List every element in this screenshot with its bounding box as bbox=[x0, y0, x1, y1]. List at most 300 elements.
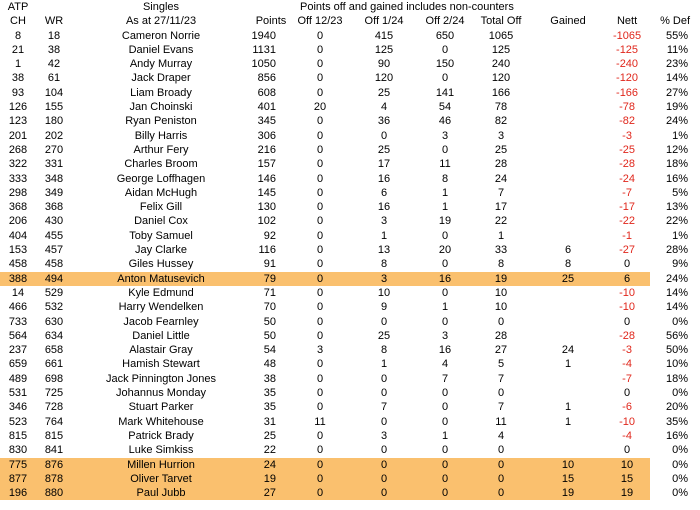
table-row bbox=[0, 386, 700, 400]
table-row bbox=[0, 272, 700, 286]
col-header-points: Points bbox=[255, 15, 287, 28]
cell-gained bbox=[532, 29, 604, 43]
cell-off-2-24: 0 bbox=[441, 258, 449, 271]
cell-total-off: 10 bbox=[494, 301, 508, 314]
cell-total-off: 27 bbox=[494, 344, 508, 357]
cell-off-12-23: 0 bbox=[316, 201, 324, 214]
col-header-off-2-24: Off 2/24 bbox=[425, 15, 465, 28]
cell-off-12-23: 0 bbox=[316, 372, 324, 385]
table-row bbox=[0, 172, 700, 186]
cell-points: 345 bbox=[257, 115, 276, 128]
cell-off-2-24: 20 bbox=[438, 244, 452, 257]
cell-total-off: 1 bbox=[497, 229, 505, 242]
cell-nett: -28 bbox=[619, 158, 635, 171]
cell-total-off: 17 bbox=[494, 201, 508, 214]
col-header-as-at: As at 27/11/23 bbox=[125, 15, 197, 28]
cell-off-2-24: 1 bbox=[441, 301, 449, 314]
cell-nett: -24 bbox=[619, 172, 635, 185]
cell-pct-def: 10% bbox=[666, 358, 689, 371]
table-row bbox=[0, 357, 700, 371]
cell-nett: -1 bbox=[622, 229, 632, 242]
cell-off-12-23: 0 bbox=[316, 72, 324, 85]
cell-wr: 458 bbox=[44, 258, 64, 271]
header-spacer bbox=[36, 0, 72, 14]
cell-pct-def: 11% bbox=[666, 43, 689, 56]
cell-wr: 104 bbox=[44, 86, 64, 99]
cell-off-1-24: 25 bbox=[377, 143, 391, 156]
table-row bbox=[0, 71, 700, 85]
cell-pct-def: 18% bbox=[666, 372, 689, 385]
table-row bbox=[0, 472, 700, 486]
cell-off-12-23: 11 bbox=[314, 415, 326, 428]
table-row bbox=[0, 186, 700, 200]
cell-nett: -1065 bbox=[612, 29, 642, 42]
cell-ch: 126 bbox=[8, 101, 28, 114]
cell-off-12-23: 0 bbox=[316, 301, 324, 314]
cell-gained bbox=[532, 43, 604, 57]
col-header-wr: WR bbox=[44, 15, 64, 28]
cell-ch: 830 bbox=[8, 444, 28, 457]
cell-name: Oliver Tarvet bbox=[72, 472, 250, 486]
cell-off-12-23: 0 bbox=[316, 158, 324, 171]
column-header-row bbox=[0, 14, 700, 28]
cell-off-12-23: 0 bbox=[316, 29, 324, 42]
cell-ch: 733 bbox=[8, 315, 28, 328]
table-row bbox=[0, 200, 700, 214]
cell-off-2-24: 0 bbox=[441, 401, 449, 414]
cell-nett: 0 bbox=[623, 387, 631, 400]
cell-ch: 531 bbox=[8, 387, 28, 400]
cell-off-12-23: 0 bbox=[292, 486, 348, 500]
cell-off-1-24: 25 bbox=[377, 329, 391, 342]
cell-gained: 1 bbox=[564, 415, 572, 428]
cell-ch: 564 bbox=[8, 329, 28, 342]
cell-off-1-24: 0 bbox=[348, 458, 420, 472]
table-row bbox=[0, 86, 700, 100]
cell-name: Billy Harris bbox=[134, 129, 188, 142]
cell-name: Aidan McHugh bbox=[124, 186, 198, 199]
cell-nett: -10 bbox=[619, 301, 635, 314]
cell-name: Anton Matusevich bbox=[72, 272, 250, 286]
cell-nett: 0 bbox=[623, 258, 631, 271]
cell-off-1-24: 0 bbox=[348, 472, 420, 486]
cell-name: Mark Whitehouse bbox=[118, 415, 204, 428]
cell-pct-def: 16% bbox=[666, 429, 689, 442]
cell-ch: 1 bbox=[14, 58, 22, 71]
atp-label: ATP bbox=[7, 1, 29, 13]
cell-gained: 25 bbox=[532, 272, 604, 286]
cell-off-1-24: 0 bbox=[380, 129, 388, 142]
cell-name: Jan Choinski bbox=[129, 101, 193, 114]
cell-off-2-24: 0 bbox=[420, 472, 470, 486]
cell-off-2-24: 11 bbox=[439, 158, 451, 171]
cell-points: 79 bbox=[250, 272, 292, 286]
cell-name: Giles Hussey bbox=[128, 258, 194, 271]
cell-name: Jack Draper bbox=[131, 72, 191, 85]
cell-off-12-23: 0 bbox=[316, 401, 324, 414]
cell-nett: -3 bbox=[622, 129, 632, 142]
cell-total-off: 0 bbox=[470, 458, 532, 472]
cell-wr: 880 bbox=[36, 486, 72, 500]
cell-pct-def: 18% bbox=[666, 158, 689, 171]
cell-wr: 841 bbox=[44, 444, 64, 457]
cell-pct-def: 27% bbox=[666, 86, 689, 99]
cell-off-2-24: 0 bbox=[441, 315, 449, 328]
cell-ch: 201 bbox=[8, 129, 28, 142]
cell-gained: 24 bbox=[561, 344, 575, 357]
cell-gained: 19 bbox=[532, 486, 604, 500]
cell-nett: -78 bbox=[619, 101, 635, 114]
cell-off-1-24: 0 bbox=[380, 444, 388, 457]
cell-pct-def: 22% bbox=[666, 215, 689, 228]
cell-nett: -4 bbox=[622, 358, 632, 371]
cell-points: 1050 bbox=[251, 58, 276, 71]
cell-off-2-24: 54 bbox=[438, 101, 452, 114]
cell-name: Toby Samuel bbox=[129, 229, 193, 242]
col-header-ch: CH bbox=[10, 15, 26, 28]
cell-pct-def: 50% bbox=[666, 344, 689, 357]
cell-off-1-24: 16 bbox=[377, 172, 391, 185]
cell-nett: 15 bbox=[604, 472, 650, 486]
cell-off-12-23: 0 bbox=[316, 387, 324, 400]
cell-off-2-24: 0 bbox=[441, 72, 449, 85]
cell-total-off: 28 bbox=[494, 158, 508, 171]
cell-nett: -82 bbox=[619, 115, 635, 128]
table-row bbox=[0, 229, 700, 243]
cell-ch: 237 bbox=[8, 344, 28, 357]
cell-total-off: 8 bbox=[497, 258, 505, 271]
cell-gained: 1 bbox=[564, 358, 572, 371]
cell-off-12-23: 0 bbox=[316, 244, 324, 257]
cell-off-12-23: 0 bbox=[316, 43, 324, 56]
cell-off-1-24: 3 bbox=[348, 272, 420, 286]
table-row bbox=[0, 114, 700, 128]
cell-off-1-24: 9 bbox=[380, 301, 388, 314]
cell-pct-def: 20% bbox=[666, 401, 689, 414]
cell-ch: 489 bbox=[8, 372, 28, 385]
header-spacer bbox=[250, 0, 292, 14]
cell-points: 1940 bbox=[251, 29, 276, 42]
header-group-row bbox=[0, 0, 700, 14]
table-row bbox=[0, 286, 700, 300]
table-row bbox=[0, 214, 700, 228]
cell-points: 91 bbox=[263, 258, 276, 271]
cell-pct-def: 28% bbox=[666, 244, 689, 257]
cell-pct-def: 0% bbox=[672, 387, 689, 400]
cell-ch: 404 bbox=[8, 229, 28, 242]
cell-total-off: 0 bbox=[470, 486, 532, 500]
col-header-off-12-23: Off 12/23 bbox=[297, 15, 343, 28]
cell-name: Charles Broom bbox=[124, 158, 198, 171]
cell-wr: 529 bbox=[44, 286, 64, 299]
cell-gained: 15 bbox=[532, 472, 604, 486]
table-row bbox=[0, 315, 700, 329]
cell-ch: 346 bbox=[8, 401, 28, 414]
cell-gained bbox=[532, 429, 604, 443]
cell-gained bbox=[532, 300, 604, 314]
cell-wr: 202 bbox=[44, 129, 64, 142]
cell-total-off: 120 bbox=[491, 72, 511, 85]
cell-ch: 153 bbox=[8, 244, 28, 257]
table-row bbox=[0, 100, 700, 114]
cell-wr: 725 bbox=[44, 387, 64, 400]
cell-ch: 14 bbox=[11, 286, 25, 299]
cell-nett: -27 bbox=[619, 244, 635, 257]
cell-ch: 268 bbox=[8, 143, 28, 156]
cell-off-12-23: 0 bbox=[316, 215, 324, 228]
cell-gained bbox=[532, 443, 604, 457]
cell-gained: 1 bbox=[564, 401, 572, 414]
cell-total-off: 4 bbox=[497, 429, 505, 442]
cell-gained: 6 bbox=[564, 244, 572, 257]
cell-points: 306 bbox=[257, 129, 276, 142]
cell-off-2-24: 650 bbox=[435, 29, 455, 42]
cell-pct-def: 19% bbox=[666, 101, 689, 114]
singles-label: Singles bbox=[142, 1, 180, 13]
cell-wr: 18 bbox=[47, 29, 61, 42]
cell-ch: 815 bbox=[8, 429, 28, 442]
table-row bbox=[0, 29, 700, 43]
cell-off-12-23: 3 bbox=[316, 344, 324, 357]
cell-wr: 728 bbox=[44, 401, 64, 414]
cell-points: 145 bbox=[257, 186, 276, 199]
col-header-off-1-24: Off 1/24 bbox=[364, 15, 404, 28]
cell-pct-def: 14% bbox=[666, 72, 689, 85]
cell-nett: 0 bbox=[623, 444, 631, 457]
col-header-total-off: Total Off bbox=[480, 15, 522, 28]
cell-total-off: 1065 bbox=[488, 29, 514, 42]
cell-gained bbox=[532, 157, 604, 171]
cell-points: 24 bbox=[250, 458, 292, 472]
cell-pct-def: 16% bbox=[666, 172, 689, 185]
cell-total-off: 78 bbox=[494, 101, 508, 114]
cell-ch: 8 bbox=[14, 29, 22, 42]
table-row bbox=[0, 129, 700, 143]
cell-ch: 21 bbox=[11, 43, 25, 56]
cell-off-1-24: 16 bbox=[377, 201, 391, 214]
cell-off-2-24: 0 bbox=[441, 286, 449, 299]
cell-nett: -7 bbox=[622, 372, 632, 385]
cell-total-off: 24 bbox=[494, 172, 508, 185]
cell-name: Liam Broady bbox=[130, 86, 192, 99]
cell-pct-def: 0% bbox=[672, 444, 689, 457]
cell-points: 48 bbox=[263, 358, 276, 371]
cell-name: Johannus Monday bbox=[116, 387, 206, 400]
table-row bbox=[0, 429, 700, 443]
cell-off-1-24: 415 bbox=[374, 29, 394, 42]
cell-wr: 61 bbox=[47, 72, 61, 85]
cell-off-2-24: 1 bbox=[441, 429, 449, 442]
cell-nett: -28 bbox=[619, 329, 635, 342]
cell-points: 35 bbox=[263, 387, 276, 400]
cell-points: 38 bbox=[263, 372, 276, 385]
cell-off-2-24: 0 bbox=[441, 229, 449, 242]
cell-nett: -6 bbox=[622, 401, 632, 414]
cell-wr: 457 bbox=[44, 244, 64, 257]
cell-nett: 6 bbox=[604, 272, 650, 286]
cell-wr: 42 bbox=[47, 58, 61, 71]
cell-points: 157 bbox=[257, 158, 276, 171]
cell-off-2-24: 16 bbox=[420, 272, 470, 286]
cell-name: Daniel Little bbox=[132, 329, 190, 342]
cell-off-2-24: 1 bbox=[441, 201, 449, 214]
table-row bbox=[0, 43, 700, 57]
cell-name: Daniel Cox bbox=[134, 215, 188, 228]
cell-points: 25 bbox=[263, 429, 276, 442]
cell-wr: 368 bbox=[44, 201, 64, 214]
cell-off-1-24: 7 bbox=[380, 401, 388, 414]
cell-pct-def: 24% bbox=[666, 115, 689, 128]
cell-off-1-24: 0 bbox=[380, 315, 388, 328]
cell-name: Hamish Stewart bbox=[122, 358, 200, 371]
cell-ch: 368 bbox=[8, 201, 28, 214]
cell-off-1-24: 1 bbox=[380, 358, 388, 371]
cell-wr: 38 bbox=[47, 43, 61, 56]
cell-name: Millen Hurrion bbox=[72, 458, 250, 472]
cell-nett: -17 bbox=[619, 201, 635, 214]
cell-points: 1131 bbox=[252, 43, 276, 56]
cell-wr: 270 bbox=[44, 143, 64, 156]
cell-wr: 455 bbox=[44, 229, 64, 242]
cell-wr: 155 bbox=[44, 101, 64, 114]
cell-points: 116 bbox=[258, 244, 276, 257]
cell-total-off: 0 bbox=[470, 472, 532, 486]
cell-pct-def: 23% bbox=[666, 58, 689, 71]
cell-wr: 349 bbox=[44, 186, 64, 199]
cell-wr: 630 bbox=[44, 315, 64, 328]
cell-gained bbox=[532, 57, 604, 71]
header-spacer bbox=[650, 0, 700, 14]
cell-name: George Loffhagen bbox=[116, 172, 206, 185]
cell-total-off: 3 bbox=[497, 129, 505, 142]
cell-points: 92 bbox=[263, 229, 276, 242]
cell-off-1-24: 25 bbox=[377, 86, 391, 99]
cell-pct-def: 0% bbox=[672, 472, 689, 485]
cell-name: Arthur Fery bbox=[133, 143, 189, 156]
cell-total-off: 10 bbox=[494, 286, 508, 299]
cell-off-12-23: 0 bbox=[316, 329, 324, 342]
cell-points: 71 bbox=[263, 286, 276, 299]
cell-wr: 878 bbox=[36, 472, 72, 486]
cell-off-12-23: 0 bbox=[316, 172, 324, 185]
cell-pct-def: 1% bbox=[672, 129, 689, 142]
cell-pct-def: 0% bbox=[672, 458, 689, 471]
cell-off-1-24: 90 bbox=[377, 58, 391, 71]
cell-off-12-23: 0 bbox=[316, 229, 324, 242]
cell-ch: 458 bbox=[8, 258, 28, 271]
cell-off-1-24: 125 bbox=[374, 43, 394, 56]
cell-total-off: 7 bbox=[497, 401, 505, 414]
cell-total-off: 22 bbox=[494, 215, 508, 228]
cell-gained bbox=[532, 214, 604, 228]
cell-gained bbox=[532, 186, 604, 200]
cell-total-off: 82 bbox=[494, 115, 508, 128]
cell-name: Daniel Evans bbox=[128, 43, 194, 56]
cell-nett: -25 bbox=[619, 143, 635, 156]
cell-name: Ryan Peniston bbox=[125, 115, 197, 128]
cell-wr: 661 bbox=[44, 358, 64, 371]
cell-gained bbox=[532, 172, 604, 186]
cell-name: Cameron Norrie bbox=[121, 29, 201, 42]
table-row bbox=[0, 243, 700, 257]
cell-wr: 764 bbox=[44, 415, 64, 428]
cell-wr: 876 bbox=[36, 458, 72, 472]
cell-off-12-23: 0 bbox=[292, 272, 348, 286]
cell-off-1-24: 0 bbox=[348, 486, 420, 500]
cell-ch: 775 bbox=[0, 458, 36, 472]
cell-pct-def: 13% bbox=[666, 201, 689, 214]
cell-off-1-24: 8 bbox=[380, 344, 388, 357]
cell-gained bbox=[532, 129, 604, 143]
cell-nett: 10 bbox=[604, 458, 650, 472]
table-row bbox=[0, 57, 700, 71]
table-row bbox=[0, 400, 700, 414]
cell-gained: 8 bbox=[564, 258, 572, 271]
cell-off-12-23: 0 bbox=[316, 286, 324, 299]
cell-points: 27 bbox=[250, 486, 292, 500]
cell-pct-def: 12% bbox=[666, 143, 689, 156]
cell-gained bbox=[532, 71, 604, 85]
cell-points: 856 bbox=[257, 72, 276, 85]
table-row bbox=[0, 458, 700, 472]
cell-off-12-23: 0 bbox=[316, 186, 324, 199]
table-row bbox=[0, 257, 700, 271]
cell-total-off: 166 bbox=[491, 86, 511, 99]
cell-off-12-23: 0 bbox=[316, 143, 324, 156]
cell-points: 216 bbox=[257, 143, 276, 156]
cell-points: 22 bbox=[263, 444, 276, 457]
cell-wr: 815 bbox=[44, 429, 64, 442]
table-row bbox=[0, 415, 700, 429]
cell-points: 31 bbox=[263, 415, 276, 428]
table-row bbox=[0, 372, 700, 386]
cell-ch: 523 bbox=[8, 415, 28, 428]
cell-off-1-24: 10 bbox=[377, 286, 391, 299]
cell-off-12-23: 20 bbox=[313, 101, 327, 114]
cell-wr: 430 bbox=[44, 215, 64, 228]
cell-off-1-24: 6 bbox=[380, 186, 388, 199]
cell-off-2-24: 0 bbox=[420, 486, 470, 500]
cell-name: Jack Pinnington Jones bbox=[105, 372, 217, 385]
cell-off-1-24: 120 bbox=[374, 72, 394, 85]
cell-points: 401 bbox=[257, 101, 276, 114]
cell-ch: 333 bbox=[8, 172, 28, 185]
cell-ch: 196 bbox=[0, 486, 36, 500]
cell-total-off: 0 bbox=[497, 315, 505, 328]
cell-nett: -10 bbox=[619, 286, 635, 299]
cell-wr: 494 bbox=[36, 272, 72, 286]
cell-off-2-24: 19 bbox=[438, 215, 452, 228]
cell-off-12-23: 0 bbox=[292, 472, 348, 486]
cell-off-2-24: 0 bbox=[441, 143, 449, 156]
cell-name: Patrick Brady bbox=[128, 429, 194, 442]
cell-off-1-24: 13 bbox=[377, 244, 391, 257]
cell-wr: 634 bbox=[44, 329, 64, 342]
cell-off-2-24: 0 bbox=[441, 43, 449, 56]
cell-gained: 10 bbox=[532, 458, 604, 472]
cell-total-off: 33 bbox=[494, 244, 508, 257]
cell-gained bbox=[532, 143, 604, 157]
table-body bbox=[0, 29, 700, 501]
cell-total-off: 19 bbox=[470, 272, 532, 286]
cell-nett: -125 bbox=[616, 43, 639, 56]
cell-off-2-24: 1 bbox=[441, 186, 449, 199]
cell-ch: 93 bbox=[11, 86, 25, 99]
cell-nett: -22 bbox=[619, 215, 635, 228]
cell-off-12-23: 0 bbox=[316, 86, 324, 99]
cell-total-off: 5 bbox=[497, 358, 505, 371]
cell-ch: 38 bbox=[11, 72, 25, 85]
